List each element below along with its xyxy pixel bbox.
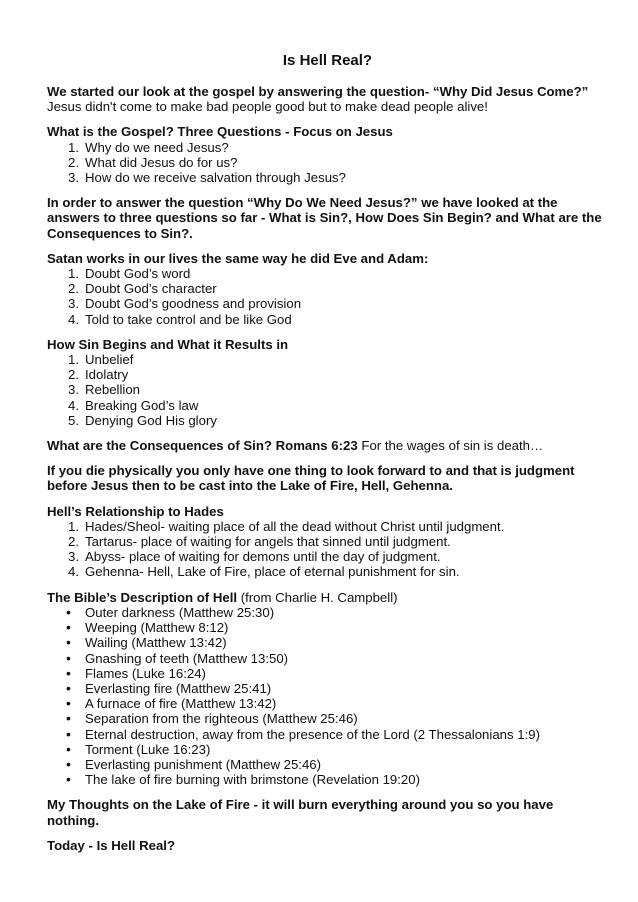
description-source: (from Charlie H. Campbell) bbox=[237, 589, 398, 605]
bullet-icon: • bbox=[66, 740, 71, 757]
list-item: • A furnace of fire (Matthew 13:42) bbox=[66, 695, 277, 712]
description-list bbox=[47, 605, 608, 787]
order-paragraph: In order to answer the question “Why Do We Need Jesus?” we have looked at the answers to three questions so far - What is Sin?, How Does Sin Begin? and What are the Consequences to Sin?. bbox=[47, 195, 602, 241]
list-item: • Gnashing of teeth (Matthew 13:50) bbox=[66, 649, 289, 666]
list-item: 4. Breaking God’s law bbox=[68, 397, 199, 413]
list-item: 1. Hades/Sheol- waiting place of all the dead without Christ until judgment. bbox=[68, 518, 505, 534]
list-item: • Outer darkness (Matthew 25:30) bbox=[66, 603, 275, 620]
list-item: 1. Unbelief bbox=[68, 352, 134, 368]
list-item: 3. How do we receive salvation through Jesus? bbox=[68, 170, 346, 186]
bullet-icon: • bbox=[66, 634, 71, 651]
bullet-icon: • bbox=[66, 649, 71, 666]
consequences-text: For the wages of sin is death… bbox=[357, 438, 544, 454]
consequences-heading: What are the Consequences of Sin? Romans 6:23 bbox=[47, 438, 358, 454]
bullet-icon: • bbox=[66, 603, 71, 620]
sin-begins-heading: How Sin Begins and What it Results in bbox=[47, 336, 289, 352]
list-item: 3. Doubt God’s goodness and provision bbox=[68, 296, 302, 312]
gospel-list bbox=[47, 140, 608, 186]
thoughts-paragraph: My Thoughts on the Lake of Fire - it will burn everything around you so you have nothing. bbox=[47, 797, 554, 828]
list-item: 4. Told to take control and be like God bbox=[68, 311, 292, 327]
list-item: • Separation from the righteous (Matthew 25:46) bbox=[66, 710, 358, 727]
bullet-icon: • bbox=[66, 664, 71, 681]
list-item: 5. Denying God His glory bbox=[68, 412, 217, 428]
satan-list bbox=[47, 266, 608, 327]
bullet-icon: • bbox=[66, 679, 71, 696]
list-item: • Wailing (Matthew 13:42) bbox=[66, 634, 227, 651]
today-heading: Today - Is Hell Real? bbox=[47, 837, 175, 853]
list-item: • Weeping (Matthew 8:12) bbox=[66, 619, 229, 636]
bullet-icon: • bbox=[66, 710, 71, 727]
list-item: 2. Tartarus- place of waiting for angels that sinned until judgment. bbox=[68, 534, 451, 550]
list-item: • Eternal destruction, away from the presence of the Lord (2 Thessalonians 1:9) bbox=[66, 725, 540, 742]
bullet-icon: • bbox=[66, 695, 71, 712]
description-section bbox=[47, 590, 608, 788]
list-item: 1. Doubt God’s word bbox=[68, 266, 191, 282]
list-item: • Everlasting punishment (Matthew 25:46) bbox=[66, 755, 322, 772]
bullet-icon: • bbox=[66, 619, 71, 636]
gospel-section bbox=[47, 124, 608, 185]
list-item: 4. Gehenna- Hell, Lake of Fire, place of eternal punishment for sin. bbox=[68, 564, 460, 580]
list-item: • Everlasting fire (Matthew 25:41) bbox=[66, 679, 272, 696]
list-item: • Torment (Luke 16:23) bbox=[66, 740, 211, 757]
order-section bbox=[47, 195, 608, 241]
satan-section bbox=[47, 251, 608, 327]
list-item: 3. Abyss- place of waiting for demons until the day of judgment. bbox=[68, 549, 441, 565]
intro-section bbox=[47, 84, 608, 114]
bullet-icon: • bbox=[66, 771, 71, 788]
description-heading: The Bible’s Description of Hell bbox=[47, 589, 238, 605]
list-item: • Flames (Luke 16:24) bbox=[66, 664, 206, 681]
thoughts-section bbox=[47, 797, 608, 827]
list-item: • The lake of fire burning with brimstone (Revelation 19:20) bbox=[66, 771, 420, 788]
consequences-paragraph bbox=[47, 438, 608, 453]
consequences-section bbox=[47, 438, 608, 453]
list-item: 2. What did Jesus do for us? bbox=[68, 154, 238, 170]
hades-heading: Hell’s Relationship to Hades bbox=[47, 503, 224, 519]
intro-text: Jesus didn't come to make bad people good but to make dead people alive! bbox=[47, 99, 488, 115]
list-item: 1. Why do we need Jesus? bbox=[68, 139, 229, 155]
sin-begins-list bbox=[47, 352, 608, 428]
gospel-heading: What is the Gospel? Three Questions - Focus on Jesus bbox=[47, 124, 393, 140]
sin-begins-section bbox=[47, 337, 608, 428]
hades-list bbox=[47, 519, 608, 580]
list-item: 2. Idolatry bbox=[68, 367, 129, 383]
hades-section bbox=[47, 504, 608, 580]
description-heading-line bbox=[47, 590, 608, 605]
bullet-icon: • bbox=[66, 755, 71, 772]
die-section bbox=[47, 463, 608, 493]
list-item: 3. Rebellion bbox=[68, 382, 140, 398]
today-section bbox=[47, 838, 608, 853]
satan-heading: Satan works in our lives the same way he did Eve and Adam: bbox=[47, 250, 429, 266]
intro-heading: We started our look at the gospel by answering the question- “Why Did Jesus Come?” bbox=[47, 84, 589, 99]
die-paragraph: If you die physically you only have one thing to look forward to and that is judgment before Jesus then to be cast into the Lake of Fire, Hell, Gehenna. bbox=[47, 463, 575, 494]
bullet-icon: • bbox=[66, 725, 71, 742]
page-title: Is Hell Real? bbox=[282, 52, 373, 69]
list-item: 2. Doubt God’s character bbox=[68, 281, 217, 297]
